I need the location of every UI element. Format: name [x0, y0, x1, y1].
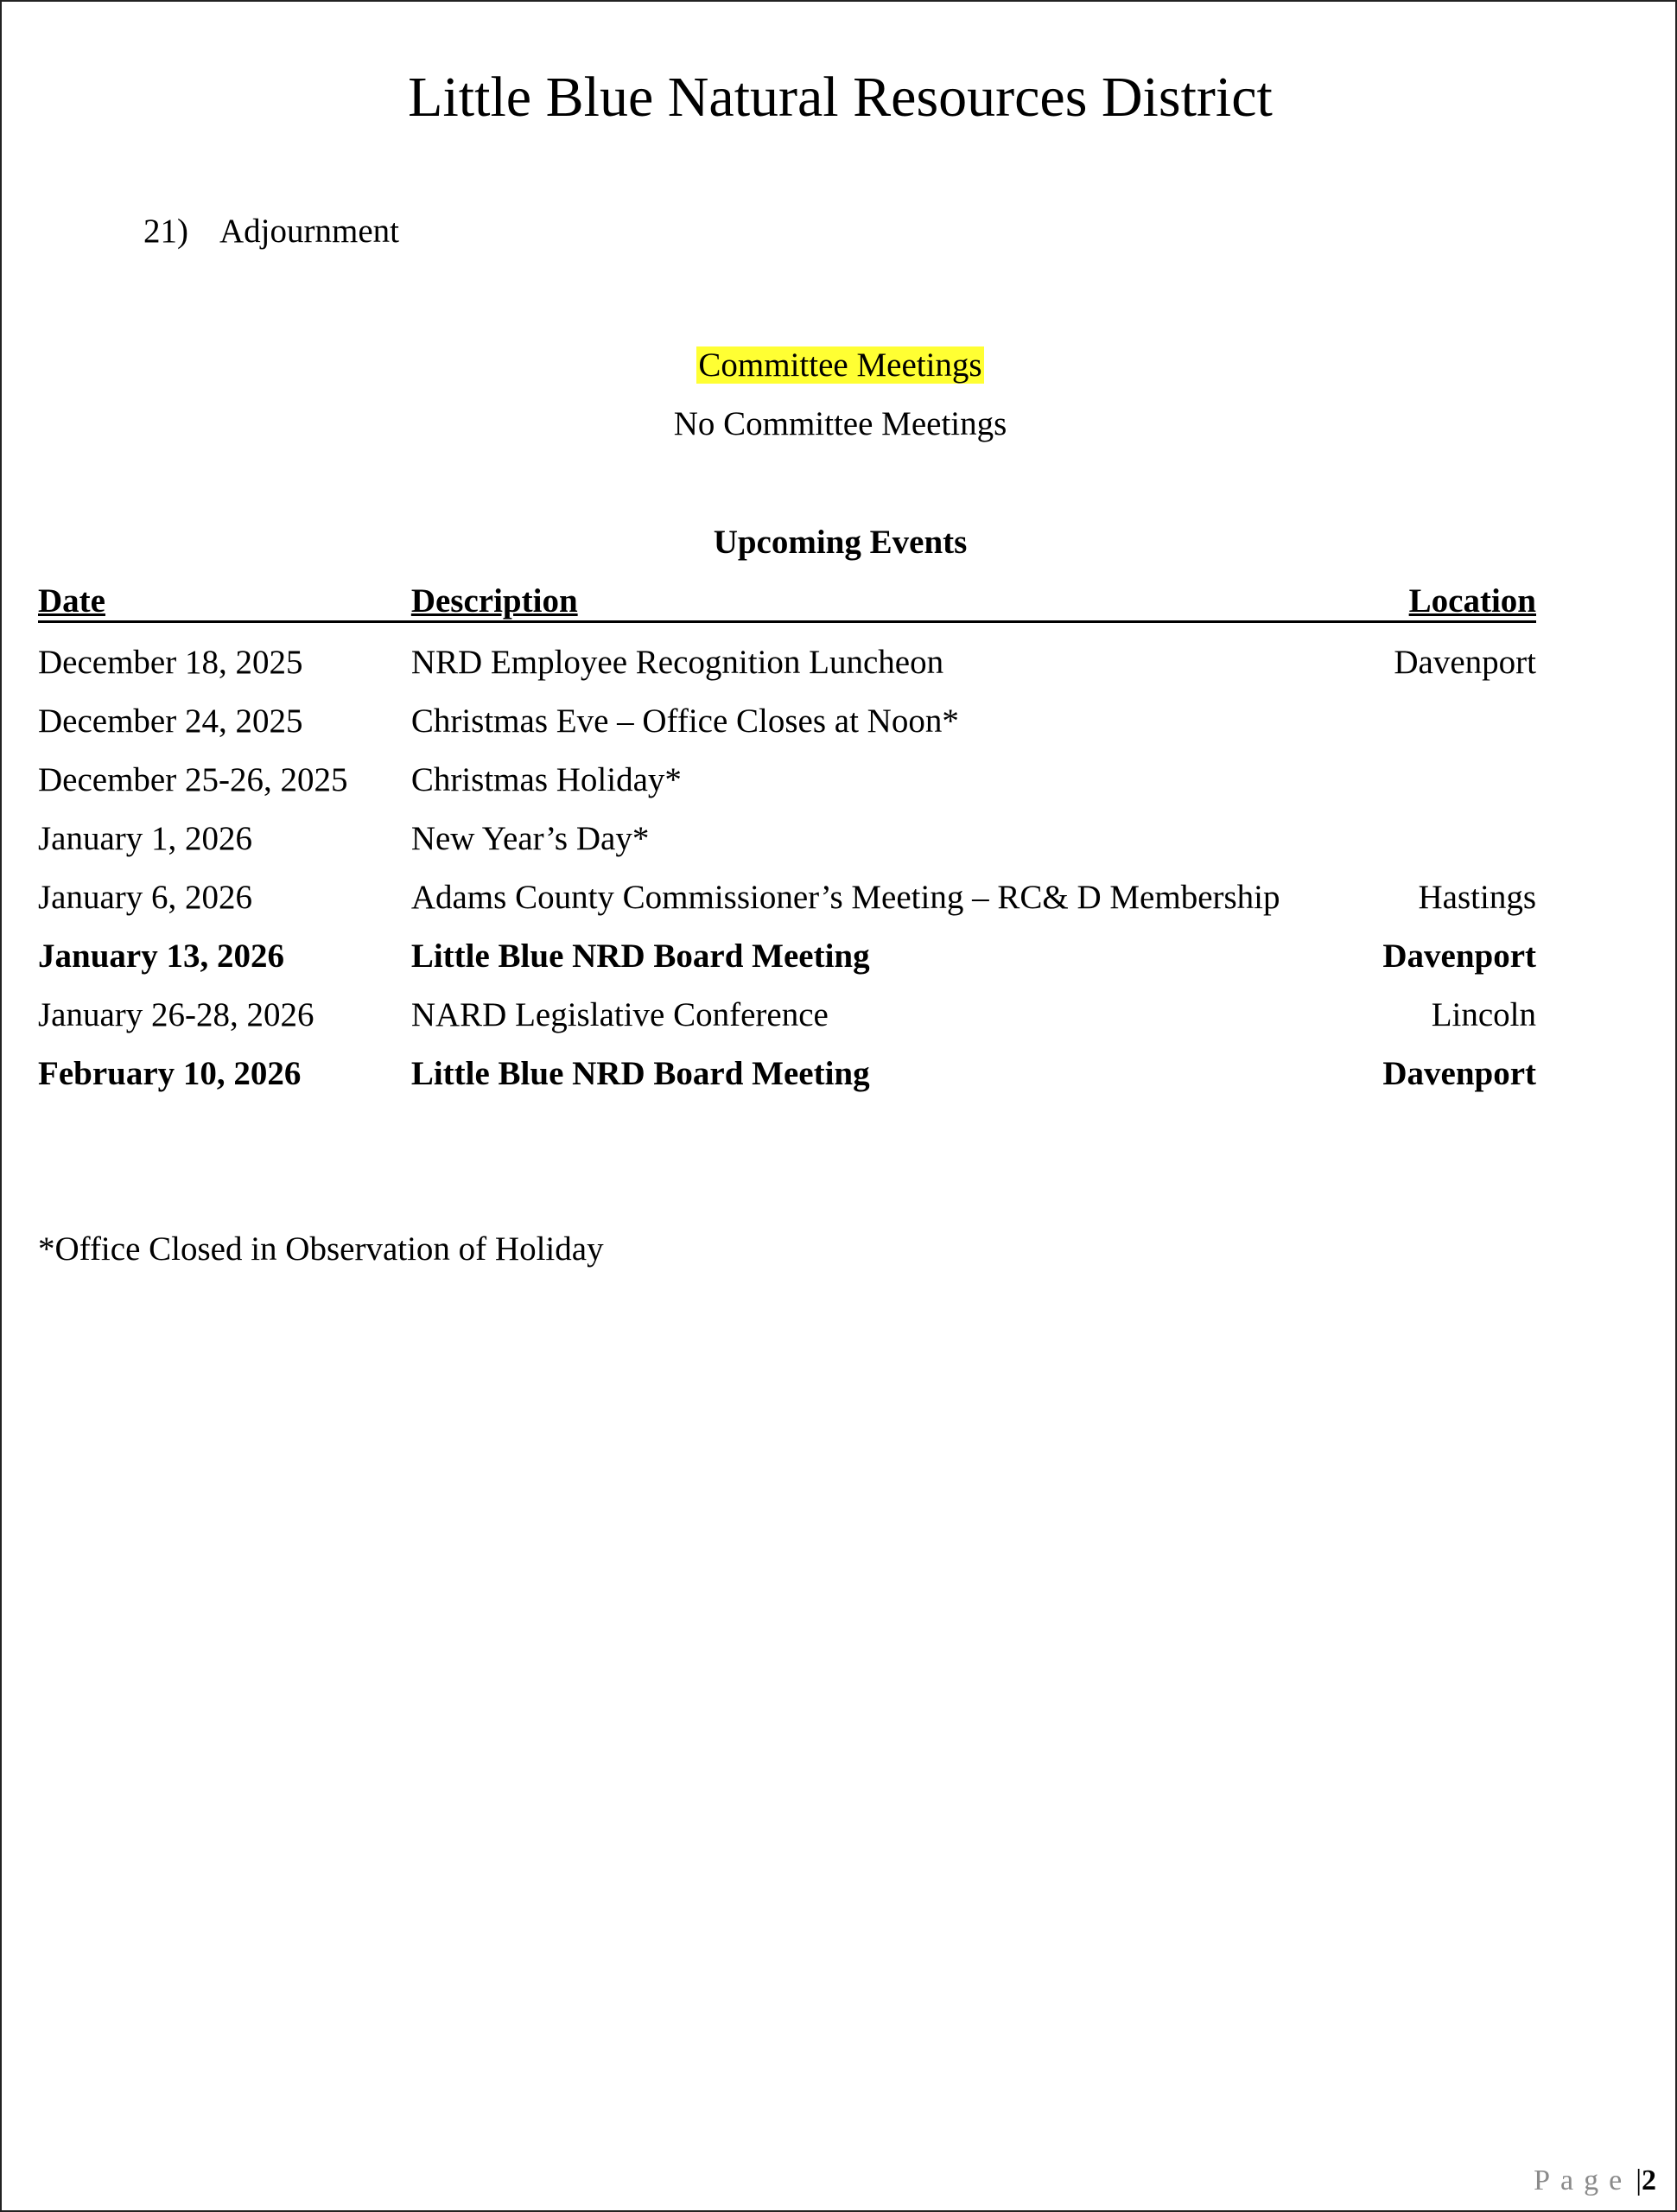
event-description: NARD Legislative Conference [410, 996, 829, 1033]
table-row [38, 858, 1536, 917]
footnote: *Office Closed in Observation of Holiday [38, 1230, 604, 1268]
event-date: January 13, 2026 [38, 938, 284, 975]
event-date: December 18, 2025 [38, 644, 303, 681]
event-description: NRD Employee Recognition Luncheon [410, 644, 944, 681]
event-location [1280, 741, 1536, 799]
page-footer [1534, 2162, 1656, 2200]
table-row [38, 741, 1536, 799]
event-date: January 1, 2026 [38, 820, 253, 857]
event-location [1280, 799, 1536, 858]
table-row [38, 976, 1536, 1034]
events-header-row [38, 577, 1536, 622]
document-title: Little Blue Natural Resources District [408, 66, 1273, 129]
agenda-item-text: Adjournment [219, 213, 399, 250]
event-location: Lincoln [1431, 996, 1536, 1033]
event-description: Christmas Eve – Office Closes at Noon* [410, 702, 959, 740]
table-row [38, 1034, 1536, 1093]
event-location: Davenport [1382, 938, 1536, 975]
table-row [38, 917, 1536, 976]
event-date: February 10, 2026 [38, 1055, 302, 1092]
event-description: Adams County Commissioner’s Meeting – RC& D Membership [410, 879, 1280, 916]
column-header-date: Date [38, 577, 411, 622]
event-date: January 26-28, 2026 [38, 996, 314, 1033]
event-description: Little Blue NRD Board Meeting [410, 1055, 870, 1092]
event-date: December 24, 2025 [38, 702, 303, 740]
committee-note: No Committee Meetings [673, 405, 1007, 442]
table-row [38, 682, 1536, 741]
event-date: January 6, 2026 [38, 879, 253, 916]
event-location: Davenport [1394, 644, 1536, 681]
event-location: Davenport [1382, 1055, 1536, 1092]
page-number: 2 [1642, 2164, 1656, 2196]
column-header-location: Location [1280, 577, 1536, 622]
page-label: Page [1534, 2164, 1633, 2196]
page-separator: | [1636, 2164, 1642, 2196]
event-location [1280, 682, 1536, 741]
event-description: Christmas Holiday* [410, 761, 682, 798]
committee-heading-line [2, 343, 1677, 388]
events-heading: Upcoming Events [713, 524, 968, 561]
events-table [38, 577, 1536, 1093]
event-description: Little Blue NRD Board Meeting [410, 938, 870, 975]
agenda-item-adjournment [143, 209, 399, 254]
table-row [38, 799, 1536, 858]
event-date: December 25-26, 2025 [38, 761, 348, 798]
event-description: New Year’s Day* [410, 820, 650, 857]
event-location: Hastings [1418, 879, 1536, 916]
table-row [38, 622, 1536, 683]
agenda-item-number: 21) [143, 213, 188, 250]
column-header-description: Description [411, 577, 1280, 622]
committee-heading: Committee Meetings [698, 346, 982, 384]
